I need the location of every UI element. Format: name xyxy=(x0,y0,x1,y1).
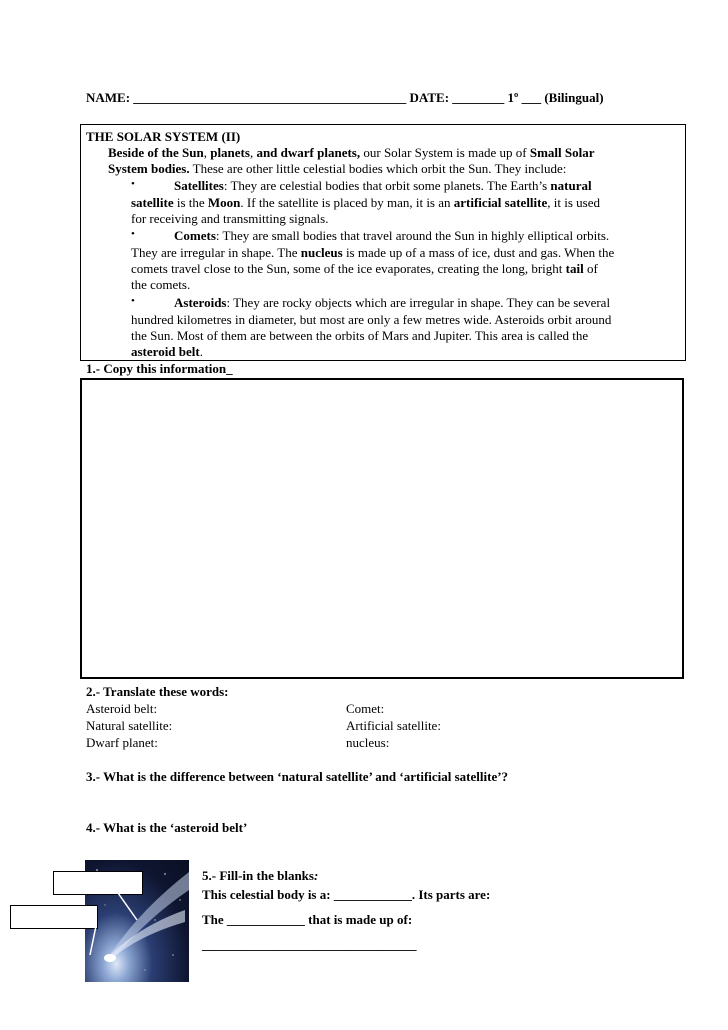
satellites-text: , it is used xyxy=(547,195,600,210)
comets-line-4: the comets. xyxy=(131,277,191,292)
grade-label: 1º ___ (Bilingual) xyxy=(504,90,604,105)
comets-text: comets travel close to the Sun, some of the ice evaporates, creating the long, bright xyxy=(131,261,566,276)
intro-text: These are other little celestial bodies which orbit the Sun. They include: xyxy=(189,161,567,176)
bullet-icon: • xyxy=(131,295,135,307)
question-2-title: 2.- Translate these words: xyxy=(86,684,229,699)
bullet-icon: • xyxy=(131,228,135,240)
name-field[interactable]: __________________________________________ xyxy=(133,90,407,105)
satellites-line-3: for receiving and transmitting signals. xyxy=(131,211,329,226)
question-5-title xyxy=(202,867,318,884)
asteroids-term-belt: asteroid belt xyxy=(131,344,200,359)
comets-term-nucleus: nucleus xyxy=(300,245,343,260)
satellites-term-moon: Moon xyxy=(207,195,241,210)
question-4: 4.- What is the ‘asteroid belt’ xyxy=(86,820,248,835)
satellites-text: . If the satellite is placed by man, it is an xyxy=(240,195,454,210)
comets-text: is made up of a mass of ice, dust and gas. When the xyxy=(342,245,615,260)
bullet-icon: • xyxy=(131,178,135,190)
translate-item: Dwarf planet: xyxy=(86,735,158,750)
satellites-term-natural: natural xyxy=(550,178,592,193)
intro-term-dwarf: and dwarf planets, xyxy=(256,145,361,160)
question-5-line-1: This celestial body is a: ____________. Its parts are: xyxy=(202,887,491,902)
date-label: DATE: xyxy=(406,90,453,105)
satellites-term: satellite xyxy=(131,195,174,210)
comets-text: of xyxy=(583,261,598,276)
asteroids-text: . xyxy=(199,344,203,359)
question-3: 3.- What is the difference between ‘natural satellite’ and ‘artificial satellite’? xyxy=(86,769,509,784)
translate-item: nucleus: xyxy=(346,735,390,750)
comets-text: : They are small bodies that travel around the Sun in highly elliptical orbits. xyxy=(215,228,610,243)
date-field[interactable]: ________ xyxy=(452,90,505,105)
asteroids-term: Asteroids xyxy=(174,295,227,310)
name-label: NAME: xyxy=(86,90,134,105)
intro-text: our Solar System is made up of xyxy=(360,145,530,160)
asteroids-line-3: the Sun. Most of them are between the orbits of Mars and Jupiter. This area is called the xyxy=(131,328,589,343)
asteroids-line-2: hundred kilometres in diameter, but most are only a few metres wide. Asteroids orbit around xyxy=(131,312,612,327)
question-5-title-text: 5.- Fill-in the blanks xyxy=(202,868,314,883)
intro-term-small-bodies: Small Solar xyxy=(529,145,595,160)
comets-term: Comets xyxy=(174,228,216,243)
satellites-term-artificial: artificial satellite xyxy=(453,195,548,210)
translate-item: Artificial satellite: xyxy=(346,718,441,733)
intro-term-sun: Beside of the Sun xyxy=(108,145,204,160)
comets-term-tail: tail xyxy=(565,261,584,276)
translate-item: Natural satellite: xyxy=(86,718,173,733)
satellites-text: : They are celestial bodies that orbit some planets. The Earth’s xyxy=(223,178,551,193)
question-1: 1.- Copy this information_ xyxy=(86,361,233,376)
asteroids-text: : They are rocky objects which are irregular in shape. They can be several xyxy=(226,295,611,310)
translate-item: Asteroid belt: xyxy=(86,701,158,716)
intro-term-planets: planets xyxy=(210,145,250,160)
comets-text: They are irregular in shape. The xyxy=(131,245,301,260)
question-5-line-3: _________________________________ xyxy=(202,937,417,952)
satellites-term: Satellites xyxy=(174,178,224,193)
translate-item: Comet: xyxy=(346,701,385,716)
question-5-colon: : xyxy=(313,868,319,883)
intro-term-small-bodies: System bodies. xyxy=(108,161,190,176)
intro-text: , xyxy=(203,145,211,160)
question-5-line-2: The ____________ that is made up of: xyxy=(202,912,413,927)
intro-text: , xyxy=(249,145,257,160)
section-title: THE SOLAR SYSTEM (II) xyxy=(86,129,241,144)
satellites-text: is the xyxy=(173,195,208,210)
